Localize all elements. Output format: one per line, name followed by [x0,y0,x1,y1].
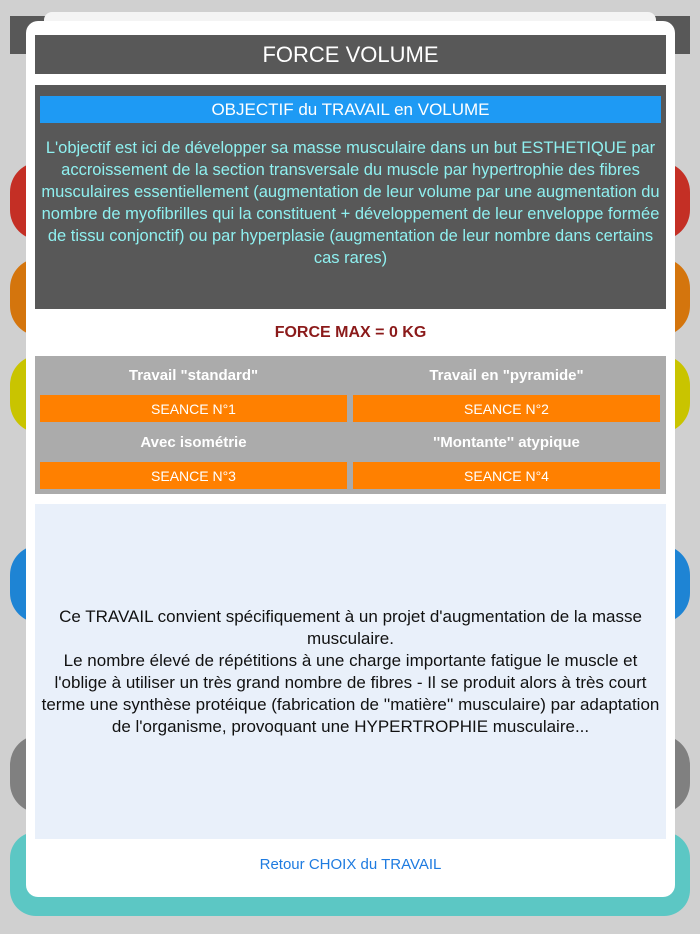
description-text [40,606,661,738]
return-choice-button[interactable]: Retour CHOIX du TRAVAIL [259,855,442,873]
session-1-label: Travail "standard" [128,366,259,384]
session-4-button[interactable]: SEANCE N°4 [353,462,660,489]
session-3-label: Avec isométrie [140,433,247,451]
session-grid [35,356,666,494]
objective-panel [35,85,666,309]
description-line-1: Ce TRAVAIL convient spécifiquement à un projet d'augmentation de la masse musculaire. [59,606,642,648]
force-volume-modal [26,21,675,897]
description-panel [35,504,666,839]
modal-title: FORCE VOLUME [35,35,666,74]
session-2-label: Travail en "pyramide" [429,366,584,384]
description-line-2: Le nombre élevé de répétitions à une charge importante fatigue le muscle et l'oblige à utiliser un très grand nombre de fibres - Il se produit alors à très court terme une synthèse protéique (fabrication de ''matière'' musculaire) par adaptation de l'organisme, provoquant une HYPERTROPHIE musculaire... [41,650,660,736]
force-max-label: FORCE MAX = 0 KG [274,324,427,341]
objective-header: OBJECTIF du TRAVAIL en VOLUME [40,96,661,123]
session-2-button[interactable]: SEANCE N°2 [353,395,660,422]
session-3-button[interactable]: SEANCE N°3 [40,462,347,489]
objective-text: L'objectif est ici de développer sa masse musculaire dans un but ESTHETIQUE par accroissement de la section transversale du muscle par hypertrophie des fibres musculaires essentiellement (augmentation de leur volume par une augmentation du nombre de myofibrilles qui la constituent + développement de leur enveloppe formée de tissu conjonctif) ou par hyperplasie (augmentation de leur nombre dans certains cas rares) [41,139,660,267]
session-4-label: ''Montante'' atypique [433,433,580,451]
session-1-button[interactable]: SEANCE N°1 [40,395,347,422]
